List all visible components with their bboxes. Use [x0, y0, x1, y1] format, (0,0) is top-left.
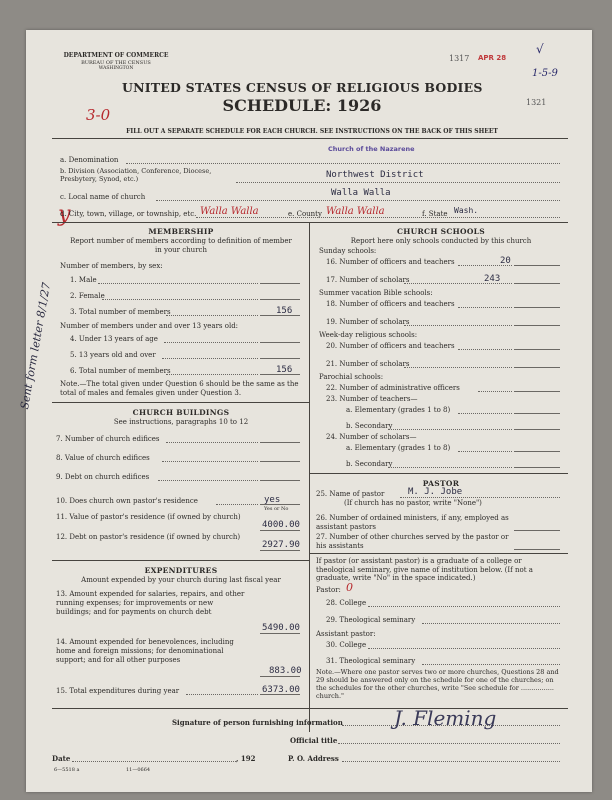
q12-value: 2927.90	[262, 540, 300, 550]
q24-scholars: 24. Number of scholars—	[326, 433, 417, 441]
county-value: Walla Walla	[326, 206, 385, 217]
q25-pastor-name: 25. Name of pastor	[316, 490, 385, 498]
city-label: d. City, town, village, or township, etc.	[60, 210, 197, 218]
expenditures-heading: EXPENDITURES	[144, 566, 218, 575]
graduate-note: If pastor (or assistant pastor) is a graduate of a college or theological seminary, give name of institution below. (If not a graduate, write "No" in the space indicated.)	[316, 557, 533, 582]
q9-edifice-debt: 9. Debt on church edifices	[56, 473, 150, 481]
q19-summer-scholars: 19. Number of scholars	[326, 318, 410, 326]
division-label: b. Division (Association, Conference, Diocese, Presbytery, Synod, etc.)	[60, 167, 212, 183]
q8-edifice-value: 8. Value of church edifices	[56, 454, 150, 462]
q2-female: 2. Female	[70, 292, 105, 300]
q17-sunday-scholars: 17. Number of scholars	[326, 276, 410, 284]
state-label: f. State	[422, 210, 448, 218]
q22-admin-officers: 22. Number of administrative officers	[326, 384, 460, 392]
buildings-heading: CHURCH BUILDINGS	[132, 408, 230, 417]
denomination-label: a. Denomination	[60, 156, 119, 164]
membership-subheading: Report number of members according to definition of member in your church	[70, 237, 292, 254]
handwritten-date: 1-5-9	[532, 68, 558, 79]
serial-number-bottom: 1321	[526, 98, 547, 107]
pastor-note: Note.—Where one pastor serves two or more churches, Questions 28 and 29 should be answered only on the schedule for one of the churches; on the schedules for the other churches, write "See schedule for ................ church."	[316, 668, 559, 700]
q25-value: M. J. Jobe	[408, 487, 463, 497]
signature: J. Fleming	[394, 706, 497, 730]
buildings-subheading: See instructions, paragraphs 10 to 12	[113, 418, 249, 426]
instruction-line: FILL OUT A SEPARATE SCHEDULE FOR EACH CHURCH. SEE INSTRUCTIONS ON THE BACK OF THIS SHEET	[126, 128, 498, 135]
date-label: Date	[52, 754, 71, 763]
serial-number-top: 1317	[449, 54, 470, 63]
q23b-secondary: b. Secondary	[346, 422, 393, 430]
parochial-schools: Parochial schools:	[319, 373, 384, 381]
sunday-schools: Sunday schools:	[319, 247, 377, 255]
year-label: , 192	[236, 754, 256, 763]
schools-heading: CHURCH SCHOOLS	[397, 227, 485, 236]
q26-ordained-ministers: 26. Number of ordained ministers, if any, employed as assistant pastors	[316, 514, 509, 531]
pastor-heading: PASTOR	[422, 479, 460, 488]
form-number: 6—5518 a	[54, 767, 80, 773]
q29-seminary: 29. Theological seminary	[326, 616, 416, 624]
q3-value: 156	[276, 306, 293, 316]
q18-summer-officers: 18. Number of officers and teachers	[326, 300, 455, 308]
q15-value: 6373.00	[262, 685, 300, 695]
local-name-value: Walla Walla	[331, 188, 391, 198]
q5-13-and-over: 5. 13 years old and over	[70, 351, 156, 359]
red-pencil-y: y	[58, 202, 71, 227]
q14-benevolences: 14. Amount expended for benevolences, including home and foreign missions; for denominational support; and for all other purposes	[56, 638, 234, 665]
q28-college: 28. College	[326, 599, 367, 607]
state-value: Wash.	[454, 206, 479, 215]
q27-other-churches: 27. Number of other churches served by the pastor or his assistants	[316, 533, 509, 550]
yes-or-no-hint: Yes or No	[264, 506, 289, 512]
q24a-elementary: a. Elementary (grades 1 to 8)	[346, 444, 451, 452]
q11-value: 4000.00	[262, 520, 300, 530]
q1-male: 1. Male	[70, 276, 97, 284]
q13-running-expenses: 13. Amount expended for salaries, repairs, and other running expenses; for improvements or new buildings; and for payments on church debt	[56, 590, 245, 617]
q3-total: 3. Total number of members	[70, 308, 171, 316]
census-schedule-sheet	[18, 30, 592, 792]
members-by-age: Number of members under and over 13 years old:	[60, 322, 239, 330]
date-stamp: APR 28	[478, 54, 507, 62]
summer-schools: Summer vacation Bible schools:	[319, 289, 433, 297]
check-mark: √	[536, 42, 544, 56]
q17-value: 243	[484, 274, 501, 284]
membership-note: Note.—The total given under Question 6 should be the same as the total of males and females given under Question 3.	[60, 380, 299, 397]
q23a-elementary: a. Elementary (grades 1 to 8)	[346, 406, 451, 414]
weekday-schools: Week-day religious schools:	[319, 331, 418, 339]
address-label: P. O. Address	[288, 754, 339, 763]
city-label: WASHINGTON	[98, 66, 134, 71]
side-note: Sent form letter 8/1/27	[18, 281, 54, 411]
q30-college: 30. College	[326, 641, 367, 649]
q16-value: 20	[500, 256, 511, 266]
denomination-stamp: Church of the Nazarene	[328, 145, 415, 153]
city-value: Walla Walla	[200, 206, 259, 217]
q14-value: 883.00	[269, 666, 302, 676]
pastor-grad-value: 0	[346, 581, 353, 594]
county-label: e. County	[288, 210, 322, 218]
q11-residence-value: 11. Value of pastor's residence (if owned by church)	[56, 513, 241, 521]
q7-edifices: 7. Number of church edifices	[56, 435, 160, 443]
expenditures-subheading: Amount expended by your church during last fiscal year	[81, 576, 281, 584]
signature-label: Signature of person furnishing information	[172, 718, 343, 727]
local-name-label: c. Local name of church	[60, 193, 146, 201]
bureau-label: BUREAU OF THE CENSUS	[81, 60, 151, 66]
members-by-sex: Number of members, by sex:	[60, 262, 163, 270]
q16-sunday-officers: 16. Number of officers and teachers	[326, 258, 455, 266]
form-title: UNITED STATES CENSUS OF RELIGIOUS BODIES	[122, 80, 483, 95]
q6-total: 6. Total number of members	[70, 367, 171, 375]
q13-value: 5490.00	[262, 623, 300, 633]
q10-value: yes	[264, 495, 281, 505]
q31-seminary: 31. Theological seminary	[326, 657, 416, 665]
schedule-title: SCHEDULE: 1926	[222, 96, 382, 115]
membership-heading: MEMBERSHIP	[148, 227, 214, 236]
pastor-label: Pastor:	[316, 586, 341, 594]
q10-owns-residence: 10. Does church own pastor's residence	[56, 497, 198, 505]
q23-teachers: 23. Number of teachers—	[326, 395, 418, 403]
q4-under-13: 4. Under 13 years of age	[70, 335, 158, 343]
q24b-secondary: b. Secondary	[346, 460, 393, 468]
official-title-label: Official title	[290, 736, 338, 745]
red-pencil-mark: 3-0	[86, 106, 111, 124]
q12-residence-debt: 12. Debt on pastor's residence (if owned by church)	[56, 533, 241, 541]
division-value: Northwest District	[326, 170, 424, 180]
schools-subheading: Report here only schools conducted by this church	[350, 237, 532, 245]
q20-weekday-officers: 20. Number of officers and teachers	[326, 342, 455, 350]
q6-value: 156	[276, 365, 293, 375]
q25-note: (If church has no pastor, write "None")	[344, 499, 482, 507]
assistant-pastor-label: Assistant pastor:	[316, 630, 376, 638]
department-label: DEPARTMENT OF COMMERCE	[63, 52, 169, 59]
q15-total-expenditures: 15. Total expenditures during year	[56, 687, 180, 695]
print-number: 11—0664	[126, 767, 151, 773]
q21-weekday-scholars: 21. Number of scholars	[326, 360, 410, 368]
